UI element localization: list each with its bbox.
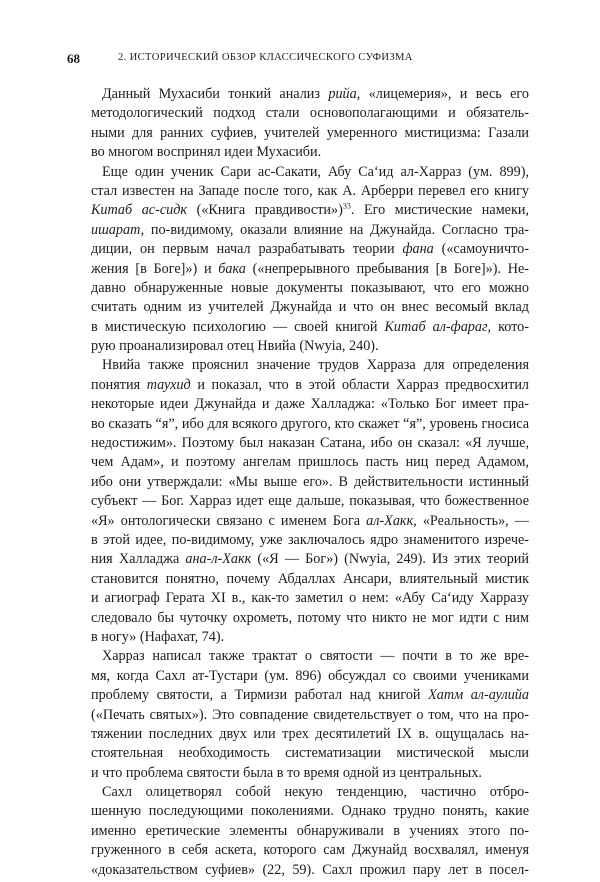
text-segment: диции, он первым начал разрабатывать теории [91, 241, 403, 258]
italic-term: бака [218, 260, 246, 277]
text-line [91, 163, 529, 182]
text-line [91, 725, 529, 744]
italic-term: Китаб ас-сидк [91, 202, 188, 219]
text-segment: («непрерывного пребывания [в Боге]»). Не- [245, 260, 529, 277]
text-segment: Данный Мухасиби тонкий анализ [102, 86, 329, 102]
text-line [91, 686, 529, 705]
text-segment: тяжении последних двух или трех десятилетий IX в. ощущалась на- [91, 725, 529, 742]
text-line [91, 434, 529, 453]
text-line [91, 783, 529, 802]
text-segment: «лицемерия», и весь его [360, 86, 529, 102]
text-line [91, 706, 529, 725]
page-number: 68 [67, 51, 80, 66]
text-segment: Еще один ученик Сари ас-Сакати, Абу Са‘ид ал-Харраз (ум. 899), [102, 163, 529, 180]
text-segment: . Его мистические намеки, [350, 202, 529, 219]
text-line [91, 802, 529, 821]
text-segment: («самоуничто- [433, 241, 529, 258]
text-segment: жения [в Боге]») и [91, 260, 219, 277]
text-line [91, 337, 529, 356]
text-line [91, 240, 529, 259]
text-segment: кото- [491, 318, 529, 335]
text-segment: «доказательством суфиев» (22, 59). Сахл прожил пару лет в посел- [91, 861, 529, 878]
text-segment: недостижим». Поэтому был наказан Сатана, ибо он сказал: «Я лучше, [91, 435, 529, 452]
text-segment: по-видимому, оказали влияние на Джунайда. Согласно тра- [144, 221, 529, 238]
text-segment: во сказать “я”, ибо для всякого другого, кто скажет “я”, уровень гносиса [91, 415, 529, 432]
text-segment: понятия [91, 376, 147, 393]
text-line [91, 512, 529, 531]
text-line [91, 318, 529, 337]
text-segment: ными для ранних суфиев, учителей умеренного мистицизма: Газали [91, 124, 529, 141]
text-line [91, 395, 529, 414]
text-segment: становится понятно, почему Абдаллах Ансари, влиятельный мистик [91, 570, 529, 587]
text-line [91, 609, 529, 628]
text-line [91, 473, 529, 492]
text-line [91, 201, 529, 220]
text-line [91, 85, 529, 104]
text-line [91, 356, 529, 375]
text-line [91, 822, 529, 841]
text-line [91, 298, 529, 317]
running-header [67, 51, 533, 69]
text-segment: («Я — Бог») (Nwyia, 249). Из этих теорий [251, 551, 529, 568]
text-line [91, 415, 529, 434]
text-segment: субъект — Бог. Харраз идет еще дальше, показывая, что божественное [91, 493, 529, 510]
text-segment: «Реальность», — [416, 512, 529, 529]
text-line [91, 764, 529, 783]
text-segment: Харраз написал также трактат о святости — почти в то же вре- [102, 648, 529, 665]
text-segment: («Книга правдивости») [187, 202, 343, 219]
italic-term: рийа, [328, 86, 361, 102]
text-segment: следовало бы чуточку охрометь, потому что никто не мог идти с ним [91, 609, 529, 626]
text-segment: проблему святости, а Тирмизи работал над книгой [91, 687, 429, 704]
text-line [91, 589, 529, 608]
text-line [91, 260, 529, 279]
text-line [91, 531, 529, 550]
text-line [91, 182, 529, 201]
body-text [91, 85, 529, 880]
text-line [91, 861, 529, 880]
text-line [91, 279, 529, 298]
text-segment: в мистическую психологию — своей книгой [91, 318, 385, 335]
italic-term: Китаб ал-фараг, [384, 318, 492, 335]
italic-term: ана-л-Хакк [185, 551, 252, 568]
text-segment: в ногу» (Нафахат, 74). [91, 628, 225, 645]
italic-term: фана [402, 241, 434, 258]
text-segment: ибо они утверждали: «Мы выше его». В действительности истинный [91, 473, 529, 490]
text-line [91, 841, 529, 860]
text-segment: давно обнаруженные новые документы показывают, что его можно [91, 279, 529, 296]
text-segment: стоятельная необходимость систематизации мистической мысли [91, 745, 529, 762]
text-line [91, 376, 529, 395]
footnote-ref: 33 [342, 201, 351, 211]
text-segment: рую проанализировал отец Нвийа (Nwyia, 240). [91, 338, 379, 355]
text-line [91, 492, 529, 511]
running-title: 2. ИСТОРИЧЕСКИЙ ОБЗОР КЛАССИЧЕСКОГО СУФИЗМА [118, 52, 413, 63]
text-line [91, 143, 529, 162]
text-segment: ния Халладжа [91, 551, 186, 568]
text-line [91, 550, 529, 569]
text-line [91, 667, 529, 686]
text-segment: и показал, что в этой области Харраз предвосхитил [190, 376, 529, 393]
text-segment: методологический подход стали основополагающими и обязатель- [91, 105, 529, 122]
italic-term: таухид [146, 376, 191, 393]
italic-term: ал-Хакк, [366, 512, 417, 529]
text-segment: и агиограф Герата XI в., как-то заметил о нем: «Абу Са‘иду Харразу [91, 590, 529, 607]
text-segment: Нвийа также прояснил значение трудов Харраза для определения [102, 357, 529, 374]
text-segment: во многом воспринял идеи Мухасиби. [91, 144, 322, 161]
text-segment: груженного в себя аскета, которого сам Джунайд восхвалял, именуя [91, 842, 529, 859]
text-segment: некоторые идеи Джунайда и даже Халладжа: «Только Бог имеет пра- [91, 396, 529, 413]
text-line [91, 744, 529, 763]
text-segment: мя, когда Сахл ат-Тустари (ум. 896) обсуждал со своими учениками [91, 667, 529, 684]
text-segment: «Я» онтологически связано с именем Бога [91, 512, 367, 529]
text-line [91, 647, 529, 666]
text-line [91, 124, 529, 143]
text-segment: Сахл олицетворял собой некую тенденцию, частично отбро- [102, 784, 529, 801]
text-line [91, 628, 529, 647]
text-segment: в этой идее, по-видимому, уже заключалось ядро знаменитого изрече- [91, 531, 529, 548]
text-line [91, 453, 529, 472]
italic-term: ишарат, [91, 221, 145, 238]
text-segment: шенную последующими поколениями. Однако трудно понять, какие [91, 803, 529, 820]
text-segment: стал известен на Западе после того, как А. Арберри перевел его книгу [91, 182, 529, 199]
text-segment: именно еретические элементы обнаруживали в учениях этого по- [91, 822, 529, 839]
text-line [91, 570, 529, 589]
text-segment: и что проблема святости была в то время одной из центральных. [91, 764, 482, 781]
text-line [91, 104, 529, 123]
text-line [91, 221, 529, 240]
italic-term: Хатм ал-аулийа [428, 687, 529, 704]
text-segment: считать одним из учителей Джунайда и что он внес весомый вклад [91, 299, 529, 316]
text-segment: чем Адам», и поэтому ангелам пришлось пасть ниц перед Адамом, [91, 454, 529, 471]
text-segment: («Печать святых»). Это совпадение свидетельствует о том, что на про- [91, 706, 529, 723]
